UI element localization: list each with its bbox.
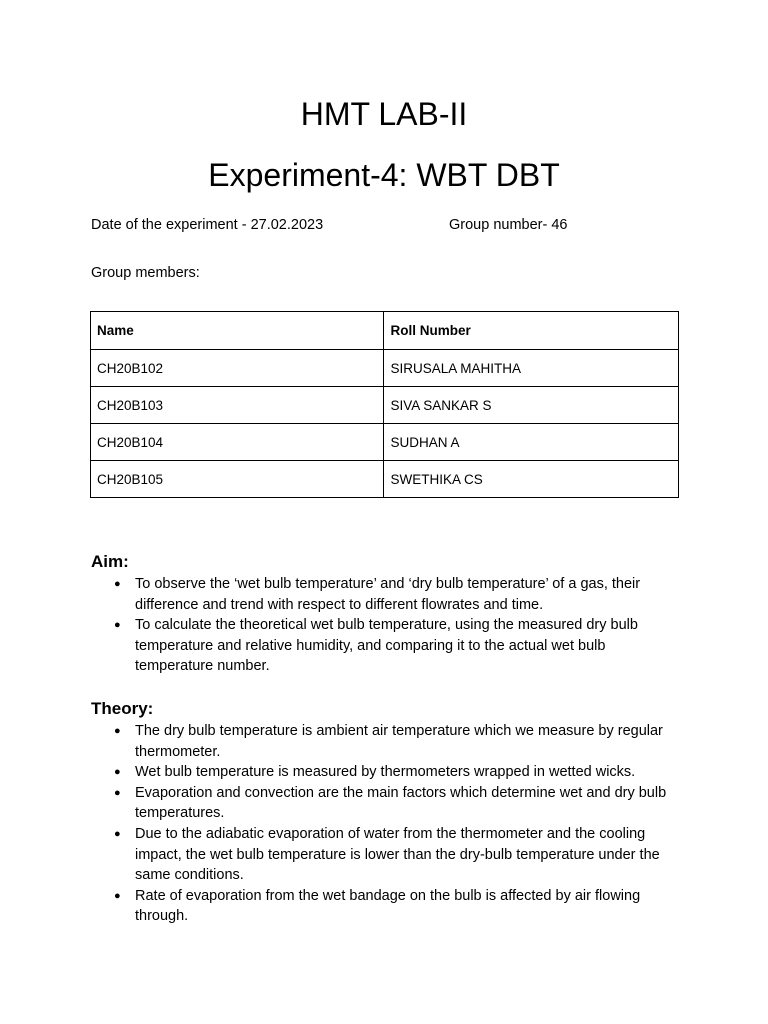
list-item [90,721,680,762]
list-item [90,886,680,927]
list-item-text: To calculate the theoretical wet bulb temperature, using the measured dry bulb temperature and relative humidity, and comparing it to the actual wet bulb temperature number. [135,617,638,675]
experiment-date: Date of the experiment - 27.02.2023 [91,217,324,233]
list-item [90,574,680,615]
group-number: Group number- 46 [449,217,568,233]
list-item-text: Due to the adiabatic evaporation of water from the thermometer and the cooling impact, the wet bulb temperature is lower than the dry-bulb temperature under the same conditions. [135,825,660,884]
table-cell: CH20B104 [91,424,384,461]
bullet-icon: ● [114,889,121,902]
list-item-text: To observe the ‘wet bulb temperature’ and ‘dry bulb temperature’ of a gas, their difference and trend with respect to different flowrates and time. [135,576,641,613]
document-title: HMT LAB-II [300,96,468,132]
table-header-row [91,312,679,350]
table-row [91,461,679,498]
table-cell: SUDHAN A [384,424,679,461]
list-item-text: Rate of evaporation from the wet bandage on the bulb is affected by air flowing through. [135,887,641,925]
bullet-icon: ● [114,578,121,590]
column-header-name: Name [91,312,384,350]
theory-heading: Theory: [91,699,154,718]
list-item [90,824,680,886]
bullet-icon: ● [114,766,121,779]
theory-list [90,721,680,927]
table-cell: SIRUSALA MAHITHA [384,350,679,387]
bullet-icon: ● [114,725,121,737]
list-item-text: Wet bulb temperature is measured by thermometers wrapped in wetted wicks. [135,764,636,781]
aim-heading: Aim: [91,552,129,571]
list-item [90,762,680,783]
table-cell: CH20B103 [91,387,384,424]
list-item [90,783,680,824]
group-members-label: Group members: [91,265,200,281]
document-subtitle: Experiment-4: WBT DBT [208,157,560,193]
bullet-icon: ● [114,619,121,632]
table-cell: CH20B102 [91,350,384,387]
column-header-roll-number: Roll Number [384,312,679,350]
table-cell: SWETHIKA CS [384,461,679,498]
table-cell: CH20B105 [91,461,384,498]
bullet-icon: ● [114,786,121,799]
list-item-text: Evaporation and convection are the main factors which determine wet and dry bulb temperatures. [135,784,667,822]
table-row [91,387,679,424]
group-members-table [90,311,679,498]
table-row [91,424,679,461]
aim-list [90,574,680,677]
table-row [91,350,679,387]
list-item [90,615,680,677]
table-cell: SIVA SANKAR S [384,387,679,424]
bullet-icon: ● [114,827,121,840]
list-item-text: The dry bulb temperature is ambient air temperature which we measure by regular thermometer. [135,723,663,760]
